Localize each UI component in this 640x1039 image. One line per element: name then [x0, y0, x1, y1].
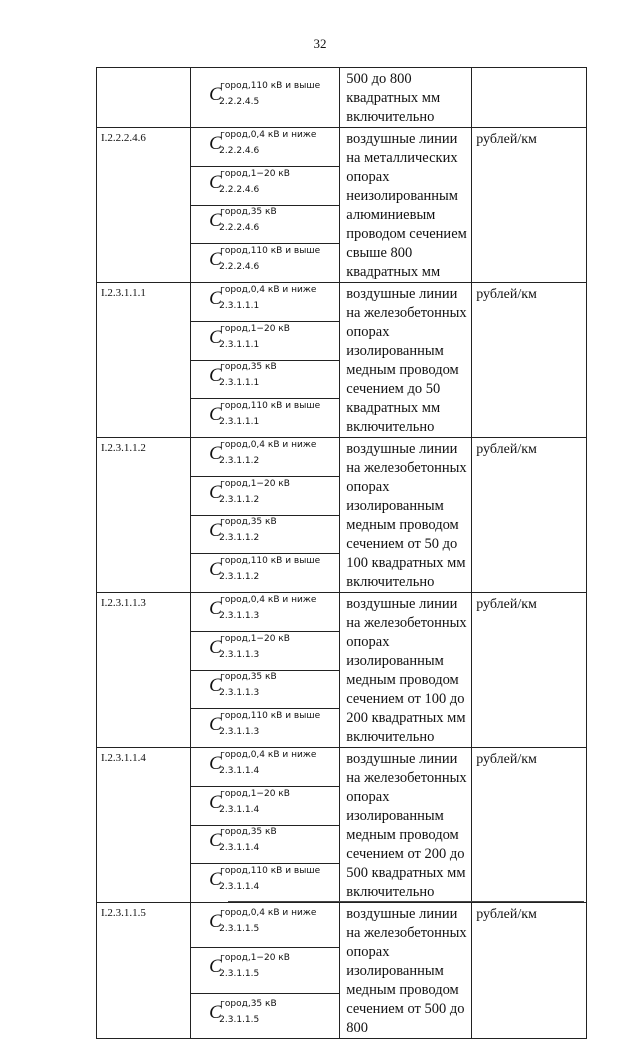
- rate-symbol: [191, 993, 340, 1038]
- formula-superscript: город,0,4 кВ и ниже: [220, 749, 317, 760]
- formula-symbol: [209, 168, 321, 199]
- formula-letter: C: [209, 171, 222, 193]
- formula-letter: C: [209, 675, 222, 697]
- formula-letter: C: [209, 210, 222, 232]
- rate-code: I.2.3.1.1.4: [97, 748, 191, 903]
- table-row: [97, 128, 587, 167]
- formula-symbol: [209, 998, 321, 1029]
- formula-letter: C: [209, 442, 222, 464]
- formula-superscript: город,110 кВ и выше: [220, 556, 321, 567]
- formula-symbol: [209, 323, 321, 354]
- rate-unit: рублей/км: [472, 903, 587, 1039]
- formula-symbol: [209, 362, 321, 392]
- formula-symbol: [209, 672, 321, 702]
- formula-subscript: 2.3.1.1.3: [219, 688, 260, 699]
- formula-superscript: город,1−20 кВ: [220, 168, 290, 179]
- formula-letter: C: [209, 869, 222, 891]
- formula-superscript: город,110 кВ и выше: [220, 246, 321, 257]
- formula-superscript: город,0,4 кВ и ниже: [220, 284, 317, 295]
- rate-symbol: [191, 166, 340, 205]
- formula-superscript: город,110 кВ и выше: [220, 866, 321, 877]
- rate-symbol: [191, 399, 340, 438]
- formula-letter: C: [209, 249, 222, 271]
- table-row: [97, 748, 587, 787]
- formula-symbol: [209, 284, 321, 315]
- formula-letter: C: [209, 830, 222, 852]
- table-row: [97, 438, 587, 477]
- rate-description: воздушные линии на железобетонных опорах изолированным медным проводом сечением от 50 до 100 квадратных мм включительно: [340, 438, 472, 593]
- formula-superscript: город,35 кВ: [220, 672, 277, 683]
- rate-unit: рублей/км: [472, 593, 587, 748]
- formula-superscript: город,35 кВ: [220, 998, 277, 1009]
- formula-superscript: город,0,4 кВ и ниже: [220, 908, 317, 919]
- formula-symbol: [209, 246, 321, 276]
- formula-subscript: 2.2.2.4.6: [219, 262, 260, 273]
- formula-symbol: [209, 517, 321, 547]
- rate-symbol: [191, 631, 340, 670]
- formula-symbol: [209, 439, 321, 470]
- formula-symbol: [209, 129, 321, 160]
- formula-subscript: 2.3.1.1.3: [219, 649, 260, 660]
- formula-superscript: город,35 кВ: [220, 827, 277, 838]
- formula-superscript: город,1−20 кВ: [220, 788, 290, 799]
- formula-superscript: город,35 кВ: [220, 207, 277, 218]
- rate-symbol: [191, 205, 340, 244]
- formula-subscript: 2.3.1.1.1: [219, 378, 260, 389]
- rate-description: воздушные линии на металлических опорах неизолированным алюминиевым проводом сечением свыше 800 квадратных мм: [340, 128, 472, 283]
- formula-letter: C: [209, 481, 222, 503]
- formula-symbol: [209, 788, 321, 819]
- rate-symbol: [191, 283, 340, 322]
- formula-subscript: 2.3.1.1.2: [219, 572, 260, 583]
- table-row: [97, 283, 587, 322]
- formula-symbol: [209, 711, 321, 741]
- rate-symbol: [191, 709, 340, 748]
- rate-symbol: [191, 948, 340, 993]
- formula-superscript: город,35 кВ: [220, 517, 277, 528]
- rate-description: воздушные линии на железобетонных опорах изолированным медным проводом сечением от 500 до 800: [340, 903, 472, 1039]
- formula-subscript: 2.3.1.1.5: [219, 924, 260, 935]
- rate-symbol: [191, 825, 340, 864]
- rate-symbol: [191, 864, 340, 903]
- formula-letter: C: [209, 636, 222, 658]
- page-number: 32: [313, 36, 327, 51]
- formula-letter: C: [209, 597, 222, 619]
- rate-description: 500 до 800 квадратных мм включительно: [340, 68, 472, 128]
- formula-superscript: город,1−20 кВ: [220, 323, 290, 334]
- table-row: [97, 593, 587, 632]
- rate-code: I.2.2.2.4.6: [97, 128, 191, 283]
- footer-rule: [228, 901, 584, 902]
- rates-table-body: [97, 68, 587, 1039]
- formula-subscript: 2.3.1.1.4: [219, 843, 260, 854]
- formula-letter: C: [209, 326, 222, 348]
- rate-unit: [472, 68, 587, 128]
- formula-superscript: город,1−20 кВ: [220, 478, 290, 489]
- rate-unit: рублей/км: [472, 128, 587, 283]
- rate-symbol: [191, 68, 340, 128]
- rate-symbol: [191, 554, 340, 593]
- formula-letter: C: [209, 752, 222, 774]
- formula-subscript: 2.2.2.4.6: [219, 223, 260, 234]
- formula-superscript: город,110 кВ и выше: [220, 711, 321, 722]
- rate-symbol: [191, 476, 340, 515]
- formula-symbol: [209, 749, 321, 780]
- formula-subscript: 2.3.1.1.1: [219, 300, 260, 311]
- formula-subscript: 2.3.1.1.4: [219, 882, 260, 893]
- rate-description: воздушные линии на железобетонных опорах изолированным медным проводом сечением от 200 до 500 квадратных мм включительно: [340, 748, 472, 903]
- formula-subscript: 2.3.1.1.2: [219, 533, 260, 544]
- formula-subscript: 2.3.1.1.5: [219, 969, 260, 980]
- formula-letter: C: [209, 520, 222, 542]
- formula-subscript: 2.3.1.1.4: [219, 765, 260, 776]
- rates-table: [96, 67, 587, 1039]
- formula-subscript: 2.3.1.1.1: [219, 417, 260, 428]
- formula-subscript: 2.2.2.4.6: [219, 184, 260, 195]
- rate-unit: рублей/км: [472, 748, 587, 903]
- formula-subscript: 2.3.1.1.1: [219, 339, 260, 350]
- rate-symbol: [191, 128, 340, 167]
- formula-letter: C: [209, 791, 222, 813]
- formula-symbol: [209, 633, 321, 664]
- rate-symbol: [191, 515, 340, 554]
- rate-symbol: [191, 321, 340, 360]
- formula-superscript: город,0,4 кВ и ниже: [220, 129, 317, 140]
- rate-code: I.2.3.1.1.5: [97, 903, 191, 1039]
- formula-superscript: город,1−20 кВ: [220, 633, 290, 644]
- rate-description: воздушные линии на железобетонных опорах изолированным медным проводом сечением от 100 до 200 квадратных мм включительно: [340, 593, 472, 748]
- formula-letter: C: [209, 714, 222, 736]
- rate-unit: рублей/км: [472, 438, 587, 593]
- formula-letter: C: [209, 911, 222, 933]
- formula-symbol: [209, 478, 321, 509]
- formula-subscript: 2.3.1.1.5: [219, 1014, 260, 1025]
- formula-letter: C: [209, 559, 222, 581]
- formula-subscript: 2.3.1.1.2: [219, 494, 260, 505]
- formula-letter: C: [209, 1001, 222, 1023]
- table-row: [97, 68, 587, 128]
- formula-symbol: [209, 80, 321, 111]
- formula-symbol: [209, 953, 321, 983]
- formula-letter: C: [209, 287, 222, 309]
- formula-letter: C: [209, 404, 222, 426]
- table-row: [97, 903, 587, 948]
- formula-symbol: [209, 908, 321, 938]
- rate-symbol: [191, 748, 340, 787]
- formula-subscript: 2.2.2.4.6: [219, 145, 260, 156]
- formula-superscript: город,0,4 кВ и ниже: [220, 439, 317, 450]
- formula-subscript: 2.3.1.1.3: [219, 610, 260, 621]
- formula-subscript: 2.3.1.1.3: [219, 727, 260, 738]
- rate-symbol: [191, 593, 340, 632]
- formula-symbol: [209, 401, 321, 431]
- formula-superscript: город,110 кВ и выше: [220, 80, 321, 91]
- formula-letter: C: [209, 132, 222, 154]
- rate-symbol: [191, 360, 340, 399]
- rate-symbol: [191, 786, 340, 825]
- rate-symbol: [191, 438, 340, 477]
- formula-symbol: [209, 556, 321, 586]
- formula-letter: C: [209, 365, 222, 387]
- rate-description: воздушные линии на железобетонных опорах изолированным медным проводом сечением до 50 квадратных мм включительно: [340, 283, 472, 438]
- formula-symbol: [209, 827, 321, 857]
- rate-symbol: [191, 244, 340, 283]
- formula-superscript: город,0,4 кВ и ниже: [220, 594, 317, 605]
- formula-superscript: город,35 кВ: [220, 362, 277, 373]
- formula-symbol: [209, 594, 321, 625]
- formula-subscript: 2.3.1.1.4: [219, 804, 260, 815]
- formula-symbol: [209, 207, 321, 237]
- rate-code: I.2.3.1.1.3: [97, 593, 191, 748]
- formula-symbol: [209, 866, 321, 896]
- formula-superscript: город,1−20 кВ: [220, 953, 290, 964]
- formula-letter: C: [209, 83, 222, 105]
- rate-symbol: [191, 903, 340, 948]
- rate-unit: рублей/км: [472, 283, 587, 438]
- rate-symbol: [191, 670, 340, 709]
- formula-letter: C: [209, 956, 222, 978]
- formula-superscript: город,110 кВ и выше: [220, 401, 321, 412]
- rate-code: I.2.3.1.1.2: [97, 438, 191, 593]
- rate-code: [97, 68, 191, 128]
- formula-subscript: 2.3.1.1.2: [219, 455, 260, 466]
- rate-code: I.2.3.1.1.1: [97, 283, 191, 438]
- formula-subscript: 2.2.2.4.5: [219, 96, 260, 107]
